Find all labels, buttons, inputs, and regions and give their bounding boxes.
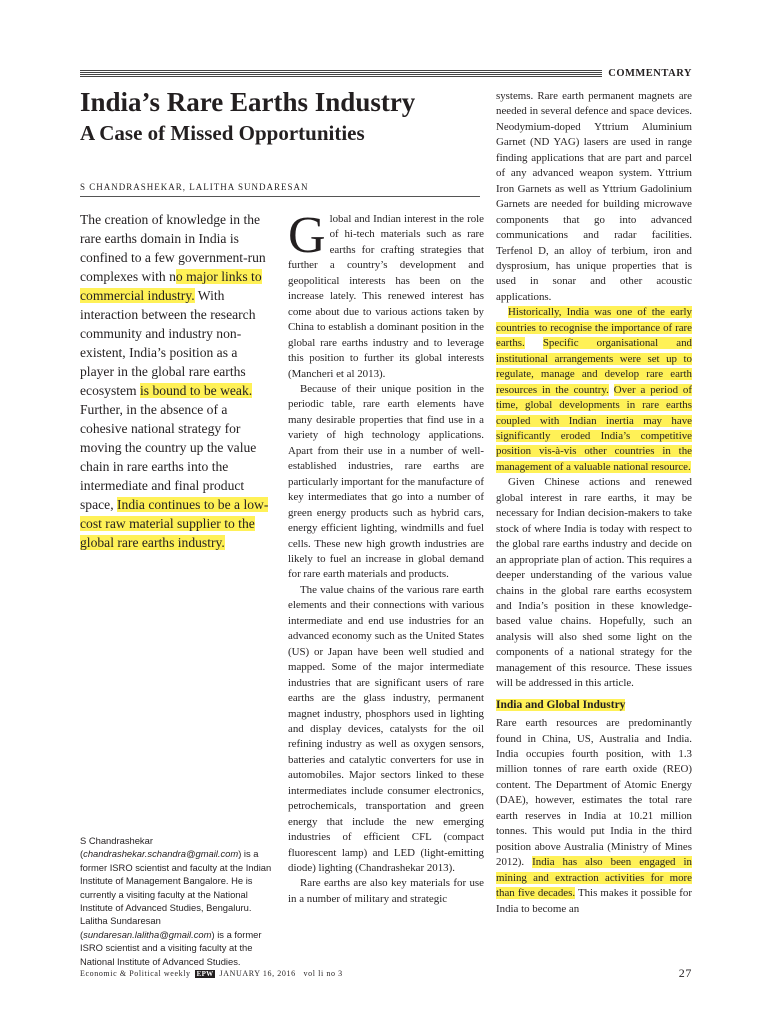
header-rule [80,70,692,77]
abstract-segment: Further, in the absence of a cohesive national strategy for moving the country up the value chain in rare earths into the intermediate and final product space, [80,402,257,512]
drop-cap: G [288,207,326,264]
page-number: 27 [678,966,692,980]
highlight: o major links to commercial industry. [80,269,262,303]
body-column-middle [288,207,484,907]
bio-text: S Chandrashekar ( [80,835,153,860]
paragraph-text: Rare earth resources are predominantly found in China, US, Australia and India. India occupies fourth position, with 1.3 million tonnes of rare earth oxide (REO) content. The Department of Atomic Energy (DAE), however, estimates the total rare earth reserves in India at 10.21 million tonnes. This would put India in the third position above Australia (Ministry of Mines 2012). [496,717,692,869]
highlight: India has also been engaged in mining and extraction activities for more than five decades. [496,856,692,900]
author-line: S CHANDRASHEKAR, LALITHA SUNDARESAN [80,182,309,192]
author-email-link[interactable]: chandrashekar.schandra@gmail.com [83,848,239,860]
epw-logo: EPW [196,970,214,978]
body-paragraph [288,207,484,382]
body-column-right [496,89,692,917]
journal-name: Economic & Political weekly [80,969,191,978]
author-rule [80,196,480,197]
body-paragraph [496,305,692,475]
abstract-segment: The creation of knowledge in the rare earths domain in India is confined to a few government-run complexes with n [80,212,266,284]
paragraph-text: This makes it possible for India to become an [496,887,692,915]
highlight: Historically, India was one of the early countries to recognise the importance of rare earths. [496,306,692,350]
section-label: COMMENTARY [602,68,692,79]
body-paragraph: Because of their unique position in the periodic table, rare earth elements have many desirable properties that find use in a variety of high technology applications. Apart from their use in a number of well-established industries, rare earths are particularly important for the manufacture of key intermediates that go into a number of green energy products such as hybrid cars, energy efficient lighting, windmills and fuel cells. These new high growth industries are likely to fuel an increase in global demand for rare earth materials and products. [288,382,484,581]
highlight: Over a period of time, global developments in rare earths coupled with Indian inertia may have significantly eroded India’s competitive position vis-à-vis other countries in the management of a valuable national resource. [496,383,692,473]
author-email-link[interactable]: sundaresan.lalitha@gmail.com [83,928,212,940]
highlight: is bound to be weak. [140,383,253,398]
body-paragraph: Given Chinese actions and renewed global interest in rare earths, it may be necessary for Indian decision-makers to take stock of where India is today with respect to the global rare earths industry and decide on an appropriate plan of action. This requires a deeper understanding of the various value chains in the global rare earths ecosystem and India’s position in these knowledge-based value chains. Hopefully, such an analysis will also shed some light on the components of a national strategy for the management of this resource. These issues will be addressed in this article. [496,476,692,690]
issue-date: JANUARY 16, 2016 [219,969,296,978]
author-bio [80,834,272,968]
body-paragraph: Rare earths are also key materials for use in a number of military and strategic [288,877,484,905]
abstract-text [80,210,272,552]
footer-citation [80,969,343,978]
abstract-segment: With interaction between the research community and industry non-existent, India’s position as a player in the global rare earths ecosystem [80,288,256,398]
volume-number: vol li no 3 [303,969,343,978]
bio-text: ) is a former ISRO scientist and faculty at the Indian Institute of Management Bangalore. He is currently a visiting faculty at the National Institute of Advanced Studies, Bengaluru. Lalitha Sundaresan ( [80,848,272,940]
body-paragraph: The value chains of the various rare earth elements and their connections with various intermediate and end use industries for an advanced economy such as the United States (US) or Japan have been well studied and mapped. Some of the major intermediate industries that are significant users of rare earths are the glass industry, permanent magnet industry, phosphors used in lighting and display devices, catalysts for the oil refining industry as well as oxygen sensors, batteries and catalytic converters for use in automobiles. Major sectors linked to these intermediates include consumer electronics, petrochemicals, transportation and green energy that include the new emerging industries of efficient CFL (compact fluorescent lamp) and LED (light-emitting diode) lighting (Chandrashekar 2013). [288,583,484,875]
page-footer [80,966,692,980]
bio-text: ) is a former ISRO scientist and a visiting faculty at the National Institute of Advanced Studies. [80,928,262,967]
highlight: Specific organisational and institutional arrangements were set up to regulate, manage and develop rare earth resources in the country. [496,337,692,396]
body-paragraph [496,716,692,917]
abstract [80,210,272,552]
paragraph-text: lobal and Indian interest in the role of hi-tech materials such as rare earths for crafting strategies that further a country’s development and geopolitical interests has been on the increase lately. This renewed interest has come about due to various actions taken by China to establish a dominant position in the global rare earths industry and to leverage this position to further its global interests (Mancheri et al 2013). [288,213,484,380]
section-subhead [496,698,692,713]
article-subtitle: A Case of Missed Opportunities [80,121,365,145]
article-title: India’s Rare Earths Industry [80,87,416,117]
highlight: India and Global Industry [496,698,626,711]
highlight: India continues to be a low-cost raw material supplier to the global rare earths industry. [80,497,269,550]
body-paragraph: systems. Rare earth permanent magnets are needed in several defence and space devices. Neodymium-doped Yttrium Aluminium Garnet (ND YAG) lasers are used in range finding applications that are part and parcel of any advanced weapon system. Yttrium Iron Garnets as well as Yttrium Gadolinium Garnets are needed for building microwave components that go into advanced communications and radar facilities. Terfenol D, an alloy of terbium, iron and dysprosium, has unique properties that is used in sonar and other acoustic applications. [496,90,692,303]
